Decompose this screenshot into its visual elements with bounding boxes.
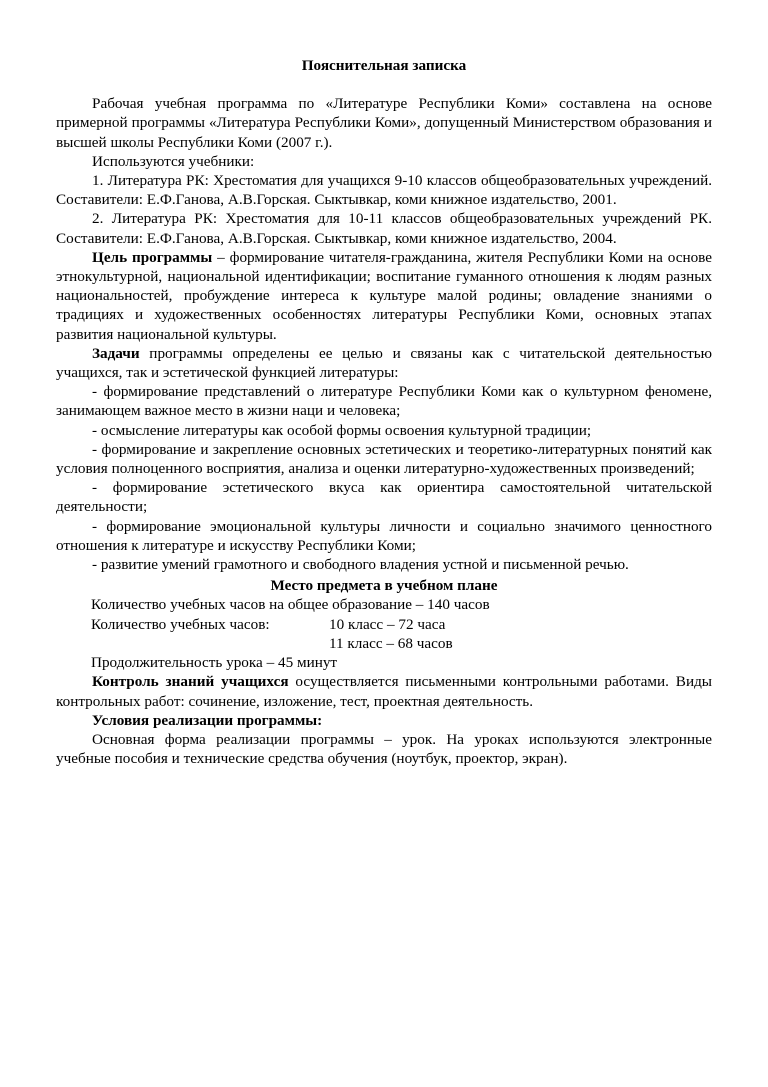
control-paragraph xyxy=(56,672,712,710)
hours-grade-11: 11 класс – 68 часов xyxy=(329,634,453,652)
task-item: - формирование и закрепление основных эстетических и теоретико-литературных понятий как условия полноценного восприятия, анализа и оценки литературно-художественных произведений; xyxy=(56,440,712,478)
intro-paragraph: Рабочая учебная программа по «Литературе Республики Коми» составлена на основе примерной программы «Литература Республики Коми», допущенный Министерством образования и высшей школы Республики Коми (2007 г.). xyxy=(56,95,712,151)
place-heading: Место предмета в учебном плане xyxy=(270,577,498,595)
goal-paragraph xyxy=(56,248,712,344)
task-item: - формирование эстетического вкуса как ориентира самостоятельной читательской деятельности; xyxy=(56,479,712,516)
control-text: осуществляется письменными контрольными работами. Виды контрольных работ: сочинение, изложение, тест, проектная деятельность. xyxy=(56,673,712,710)
task-item: - формирование представлений о литературе Республики Коми как о культурном феномене, занимающем важное место в жизни наци и человека; xyxy=(56,383,712,420)
task-item: - осмысление литературы как особой формы освоения культурной традиции; xyxy=(92,421,592,439)
hours-grade-10: 10 класс – 72 часа xyxy=(329,615,446,633)
total-hours: Количество учебных часов на общее образование – 140 часов xyxy=(91,596,490,614)
conditions-paragraph: Основная форма реализации программы – урок. На уроках используются электронные учебные пособия и технические средства обучения (ноутбук, проектор, экран). xyxy=(56,730,712,768)
tasks-paragraph xyxy=(56,344,712,382)
textbooks-label: Используются учебники: xyxy=(92,152,255,170)
task-item: - формирование эмоциональной культуры личности и социально значимого ценностного отношения к литературе и искусству Республики Коми; xyxy=(56,517,712,554)
tasks-text: программы определены ее целью и связаны как с читательской деятельностью учащихся, так и эстетической функцией литературы: xyxy=(56,344,712,382)
goal-label: Цель программы xyxy=(92,248,213,266)
hours-label: Количество учебных часов: xyxy=(91,615,270,633)
lesson-duration: Продолжительность урока – 45 минут xyxy=(91,654,338,672)
page-title: Пояснительная записка xyxy=(301,57,467,74)
tasks-label: Задачи xyxy=(92,344,140,362)
textbook-item-1: 1. Литература РК: Хрестоматия для учащихся 9-10 классов общеобразовательных учреждений. Составители: Е.Ф.Ганова, А.В.Горская. Сыктывкар, коми книжное издательство, 2001. xyxy=(56,172,712,209)
conditions-heading: Условия реализации программы: xyxy=(92,711,323,729)
goal-text: – формирование читателя-гражданина, жителя Республики Коми на основе этнокультурной, национальной идентификации; воспитание гуманного отношения к людям разных национальностей, пробуждение интереса к культуре малой родины; овладение знаниями о традициях и художественных особенностях литературы Республики Коми, основных этапах развития национальной культуры. xyxy=(56,248,712,343)
document-page xyxy=(56,56,712,768)
textbook-item-2: 2. Литература РК: Хрестоматия для 10-11 классов общеобразовательных учреждений РК. Составители: Е.Ф.Ганова, А.В.Горская. Сыктывкар, коми книжное издательство, 2004. xyxy=(56,210,712,247)
hours-row xyxy=(56,615,712,634)
task-item: - развитие умений грамотного и свободного владения устной и письменной речью. xyxy=(92,556,629,574)
control-label: Контроль знаний учащихся xyxy=(92,673,289,691)
